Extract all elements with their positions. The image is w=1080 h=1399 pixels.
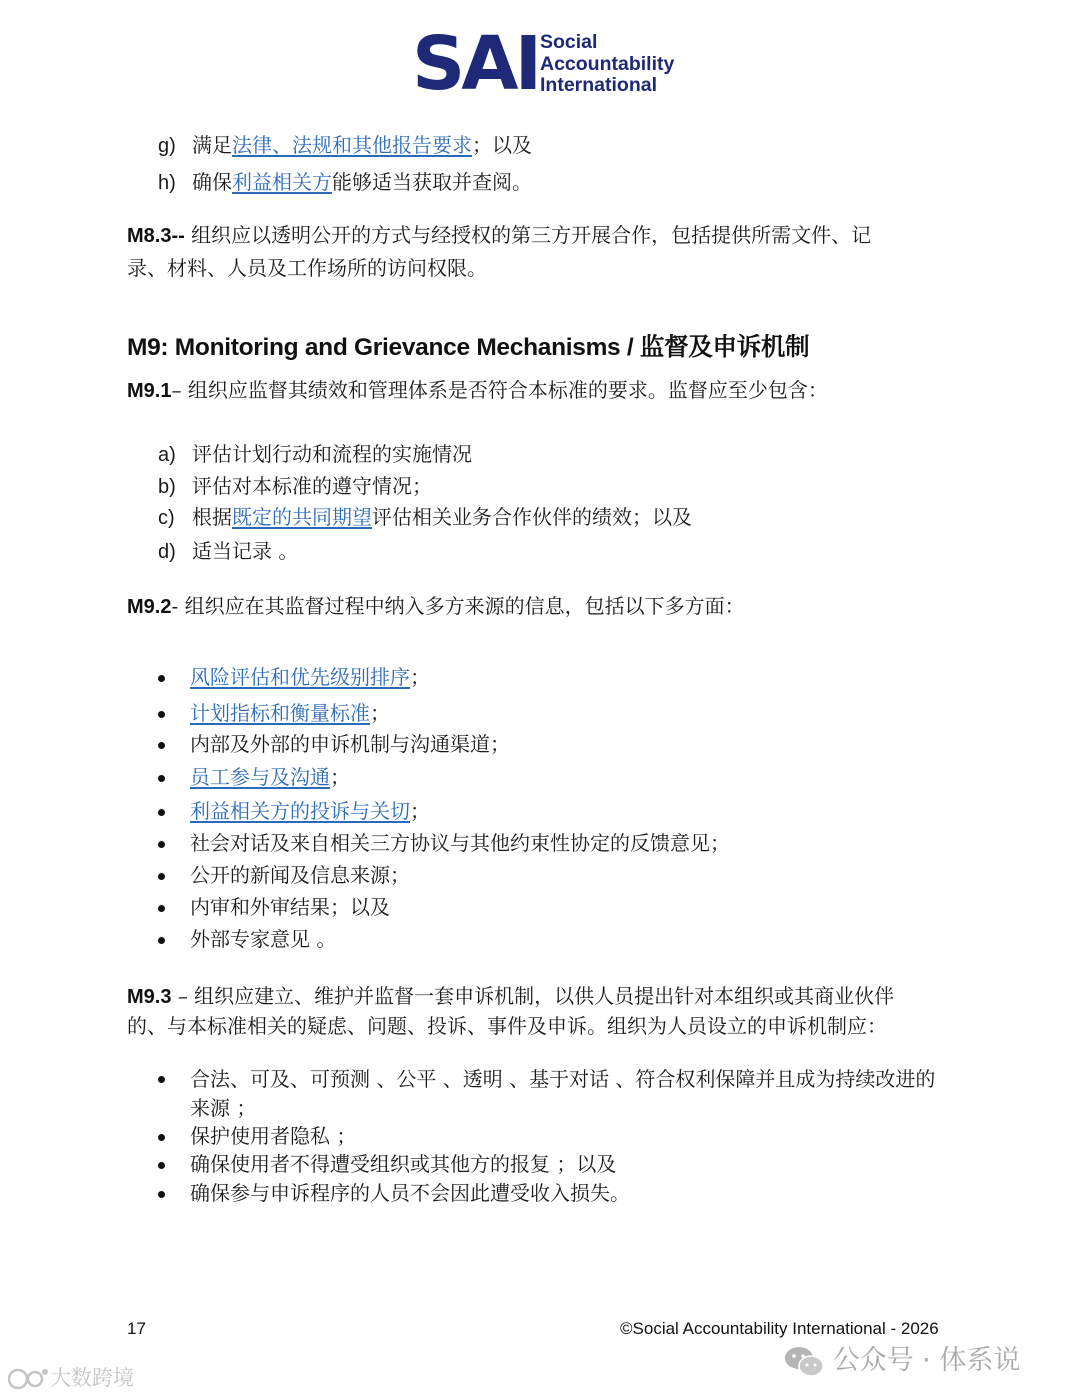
- item-label: d): [158, 541, 176, 563]
- watermark-logo-icon: [8, 1366, 50, 1392]
- copyright: ©Social Accountability International - 2026: [620, 1319, 939, 1338]
- bullet-icon: [158, 742, 165, 749]
- item-text-line-1: 合法、可及、可预测 、公平 、透明 、基于对话 、符合权利保障并且成为持续改进的: [190, 1067, 936, 1091]
- list-item: [190, 664, 430, 690]
- m91-text: – 组织应监督其绩效和管理体系是否符合本标准的要求。监督应至少包含：: [171, 378, 828, 402]
- m92-code: M9.2: [127, 596, 172, 618]
- wechat-icon: [784, 1345, 824, 1379]
- m83-line-2: 录、材料、人员及工作场所的访问权限。: [127, 256, 487, 280]
- item-text: 确保使用者不得遭受组织或其他方的报复 ；以及: [190, 1152, 617, 1176]
- bullet-icon: [158, 873, 165, 880]
- item-label: a): [158, 444, 176, 466]
- item-text-post: ；: [410, 799, 430, 823]
- list-item: [190, 1065, 935, 1123]
- list-item: [190, 926, 336, 952]
- item-text-pre: 根据: [192, 505, 232, 529]
- bullet-icon: [158, 809, 165, 816]
- shared-expectations-link[interactable]: 既定的共同期望: [232, 505, 372, 529]
- list-item: [190, 764, 350, 790]
- bullet-icon: [158, 841, 165, 848]
- item-text-post: 评估相关业务合作伙伴的绩效；以及: [372, 505, 692, 529]
- item-text-post: 能够适当获取并查阅。: [332, 170, 532, 194]
- m91-code: M9.1: [127, 380, 172, 402]
- list-item: [190, 731, 510, 757]
- bullet-icon: [158, 937, 165, 944]
- list-item-h: [158, 169, 532, 196]
- item-text: 评估计划行动和流程的实施情况: [192, 442, 472, 466]
- stakeholders-link[interactable]: 利益相关方: [232, 170, 332, 194]
- item-label: b): [158, 476, 176, 498]
- item-text: 评估对本标准的遵守情况；: [192, 474, 432, 498]
- list-item: [190, 830, 730, 856]
- bullet-icon: [158, 775, 165, 782]
- heading-en: M9: Monitoring and Grievance Mechanisms /: [127, 334, 640, 361]
- item-text: 适当记录 。: [192, 539, 299, 563]
- bullet-icon: [158, 1162, 165, 1169]
- bullet-icon: [158, 905, 165, 912]
- list-item: [190, 894, 390, 920]
- m93-paragraph: [127, 982, 957, 1041]
- item-text: 保护使用者隐私 ；: [190, 1124, 357, 1148]
- logo-line-3: International: [540, 74, 658, 96]
- item-label: g): [158, 135, 176, 157]
- watermark-right-text: 公众号 · 体系说: [832, 1345, 1021, 1376]
- item-text-post: ；: [410, 665, 430, 689]
- m83-paragraph: [127, 219, 957, 284]
- item-text-pre: 确保: [192, 170, 232, 194]
- page-number: 17: [127, 1319, 146, 1338]
- item-text: 内审和外审结果；以及: [190, 895, 390, 919]
- item-text-post: ；以及: [472, 133, 532, 157]
- item-label: h): [158, 172, 176, 194]
- bullet-icon: [158, 675, 165, 682]
- list-item: [190, 1123, 356, 1149]
- item-text-line-2: 来源 ；: [190, 1096, 257, 1120]
- item-label: c): [158, 507, 175, 529]
- logo-wordmark: [540, 32, 674, 97]
- logo-line-2: Accountability: [540, 52, 675, 75]
- indicators-link[interactable]: 计划指标和衡量标准: [190, 701, 370, 725]
- list-item-b: [158, 473, 432, 500]
- item-text-post: ；: [330, 765, 350, 789]
- m93-line-2: 的、与本标准相关的疑虑、问题、投诉、事件及申诉。组织为人员设立的申诉机制应：: [127, 1014, 887, 1038]
- legal-requirements-link[interactable]: 法律、法规和其他报告要求: [232, 133, 472, 157]
- m91-paragraph: [127, 374, 957, 407]
- bullet-icon: [158, 1076, 165, 1083]
- m92-text: - 组织应在其监督过程中纳入多方来源的信息，包括以下多方面：: [171, 594, 745, 618]
- m83-line-1: 组织应以透明公开的方式与经授权的第三方开展合作，包括提供所需文件、记: [184, 223, 872, 247]
- list-item: [190, 1151, 616, 1177]
- list-item-d: [158, 538, 298, 565]
- list-item-c: [158, 504, 692, 531]
- item-text: 确保参与申诉程序的人员不会因此遭受收入损失。: [190, 1181, 630, 1205]
- heading-zh: 监督及申诉机制: [639, 332, 810, 361]
- m83-code: M8.3--: [127, 225, 185, 247]
- item-text-pre: 满足: [192, 133, 232, 157]
- section-heading-m9: [127, 328, 809, 363]
- worker-engagement-link[interactable]: 员工参与及沟通: [190, 765, 330, 789]
- item-text: 公开的新闻及信息来源；: [190, 863, 410, 887]
- risk-assessment-link[interactable]: 风险评估和优先级别排序: [190, 665, 410, 689]
- logo-line-1: Social: [540, 31, 598, 53]
- item-text: 内部及外部的申诉机制与沟通渠道；: [190, 732, 510, 756]
- list-item-a: [158, 441, 472, 468]
- logo-mark: SAI: [412, 21, 539, 107]
- bullet-icon: [158, 1134, 165, 1141]
- list-item-g: [158, 132, 532, 159]
- item-text-post: ；: [370, 701, 390, 725]
- stakeholder-complaints-link[interactable]: 利益相关方的投诉与关切: [190, 799, 410, 823]
- m93-line-1: – 组织应建立、维护并监督一套申诉机制，以供人员提出针对本组织或其商业伙伴: [171, 984, 895, 1008]
- watermark-right: [784, 1338, 1020, 1379]
- bullet-icon: [158, 711, 165, 718]
- watermark-left: [8, 1362, 134, 1392]
- item-text: 社会对话及来自相关三方协议与其他约束性协定的反馈意见；: [190, 831, 730, 855]
- list-item: [190, 700, 390, 726]
- list-item: [190, 1180, 630, 1206]
- watermark-left-text: 大数跨境: [50, 1366, 134, 1390]
- list-item: [190, 798, 430, 824]
- m93-code: M9.3: [127, 986, 172, 1008]
- bullet-icon: [158, 1191, 165, 1198]
- m92-paragraph: [127, 590, 957, 623]
- list-item: [190, 862, 410, 888]
- item-text: 外部专家意见 。: [190, 927, 337, 951]
